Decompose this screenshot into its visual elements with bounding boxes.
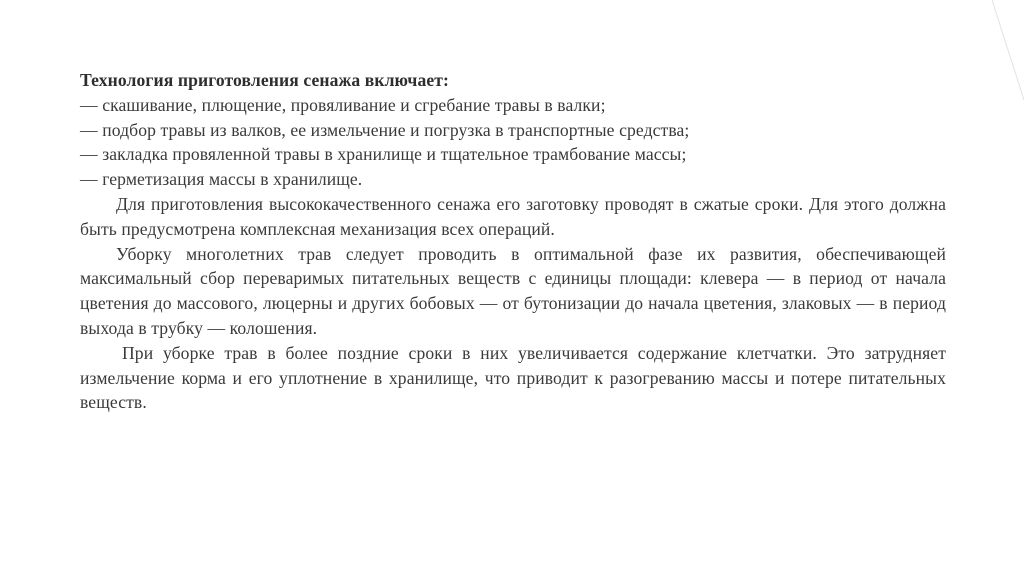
- document-text-block: [80, 68, 946, 415]
- paragraph-3: При уборке трав в более поздние сроки в них увеличивается содержание клетчатки. Это затрудняет измельчение корма и его уплотнение в хранилище, что приводит к разогреванию массы и потере питательных веществ.: [80, 342, 946, 413]
- bullet-item-2: — подбор травы из валков, ее измельчение и погрузка в транспортные средства;: [80, 119, 690, 140]
- bullet-item-3: — закладка провяленной травы в хранилище и тщательное трамбование массы;: [80, 144, 687, 165]
- bullet-item-1: — скашивание, плющение, провяливание и сгребание травы в валки;: [80, 94, 606, 115]
- bullet-item-4: — герметизация массы в хранилище.: [80, 169, 363, 190]
- paragraph-1: Для приготовления высококачественного сенажа его заготовку проводят в сжатые сроки. Для этого должна быть предусмотрена комплексная механизация всех операций.: [80, 193, 946, 239]
- document-heading: Технология приготовления сенажа включает:: [80, 70, 449, 90]
- paragraph-2: Уборку многолетних трав следует проводить в оптимальной фазе их развития, обеспечивающей максимальный сбор переваримых питательных веществ с единицы площади: клевера — в период от начала цветения до массового, люцерны и других бобовых — от бутонизации до начала цветения, злаковых — в период выхода в трубку — колошения.: [80, 243, 946, 338]
- decorative-corner-line: [934, 0, 1024, 110]
